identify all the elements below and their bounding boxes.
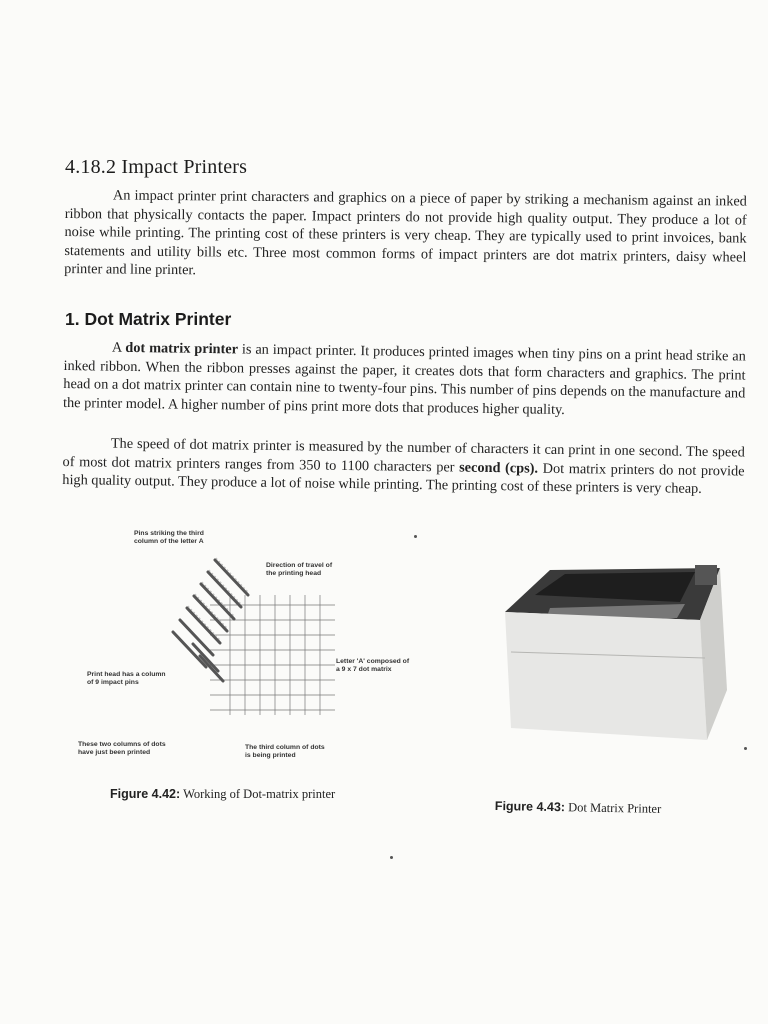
scan-speck	[414, 535, 417, 538]
para2-rest: Dot matrix printers do not provide high quality output. They produce a lot of noise while printing. The printing cost of these printers is very cheap.	[62, 460, 745, 498]
label-printed-columns: These two columns of dots have just been printed	[78, 741, 166, 756]
para1-rest: is an impact printer. It produces printed images when tiny pins on a print head strike an inked ribbon. When the ribbon presses against the paper, it creates dots that form characters and graphics. The print head on a dot matrix printer can contain nine to twenty-four pins. This number of pins depends on the manufacture and the printer model. A higher number of pins print more dots that produces higher quality.	[62, 341, 746, 418]
label-pins-striking: Pins striking the third column of the letter A	[134, 530, 204, 545]
para2-lead: The speed of dot matrix printer is measured by the number of characters it can print in one second. The speed of most dot matrix printers ranges from 350 to 1100 characters per	[62, 435, 745, 476]
intro-paragraph	[64, 186, 747, 286]
dot-matrix-paragraph-1	[63, 338, 746, 422]
paper-feed-knob	[695, 565, 717, 585]
scan-speck	[744, 747, 747, 750]
dot-matrix-paragraph-2	[62, 434, 745, 499]
section-heading: 4.18.2 Impact Printers	[65, 156, 248, 178]
dot-matrix-printer-image	[495, 560, 735, 785]
figure-4-42-caption: Figure 4.42: Working of Dot-matrix printer	[110, 787, 336, 801]
printer-body	[505, 612, 707, 740]
dot-matrix-diagram	[170, 555, 345, 725]
label-letter-a: Letter 'A' composed of a 9 x 7 dot matrix	[336, 658, 410, 673]
label-print-head: Print head has a column of 9 impact pins	[87, 671, 166, 686]
label-direction-of-travel: Direction of travel of the printing head	[266, 562, 333, 577]
scan-speck	[390, 856, 393, 859]
para1-lead: A	[111, 339, 126, 356]
intro-text: An impact printer print characters and graphics on a piece of paper by striking a mechanism against an inked ribbon that physically contacts the paper. Impact printers do not provide high quality output. They produce a lot of noise while printing. The printing cost of these printers is very cheap. They are typically used to print invoices, bank statements and utility bills etc. Three most common forms of impact printers are dot matrix printers, daisy wheel printer and line printer.	[64, 187, 747, 279]
para1-term: dot matrix printer	[125, 339, 239, 358]
subsection-heading: 1. Dot Matrix Printer	[65, 309, 232, 329]
print-pins	[173, 560, 248, 681]
figure-4-43-caption: Figure 4.43: Dot Matrix Printer	[494, 799, 662, 816]
label-third-column: The third column of dots is being printed	[245, 744, 325, 759]
para2-term: second (cps).	[459, 459, 539, 477]
